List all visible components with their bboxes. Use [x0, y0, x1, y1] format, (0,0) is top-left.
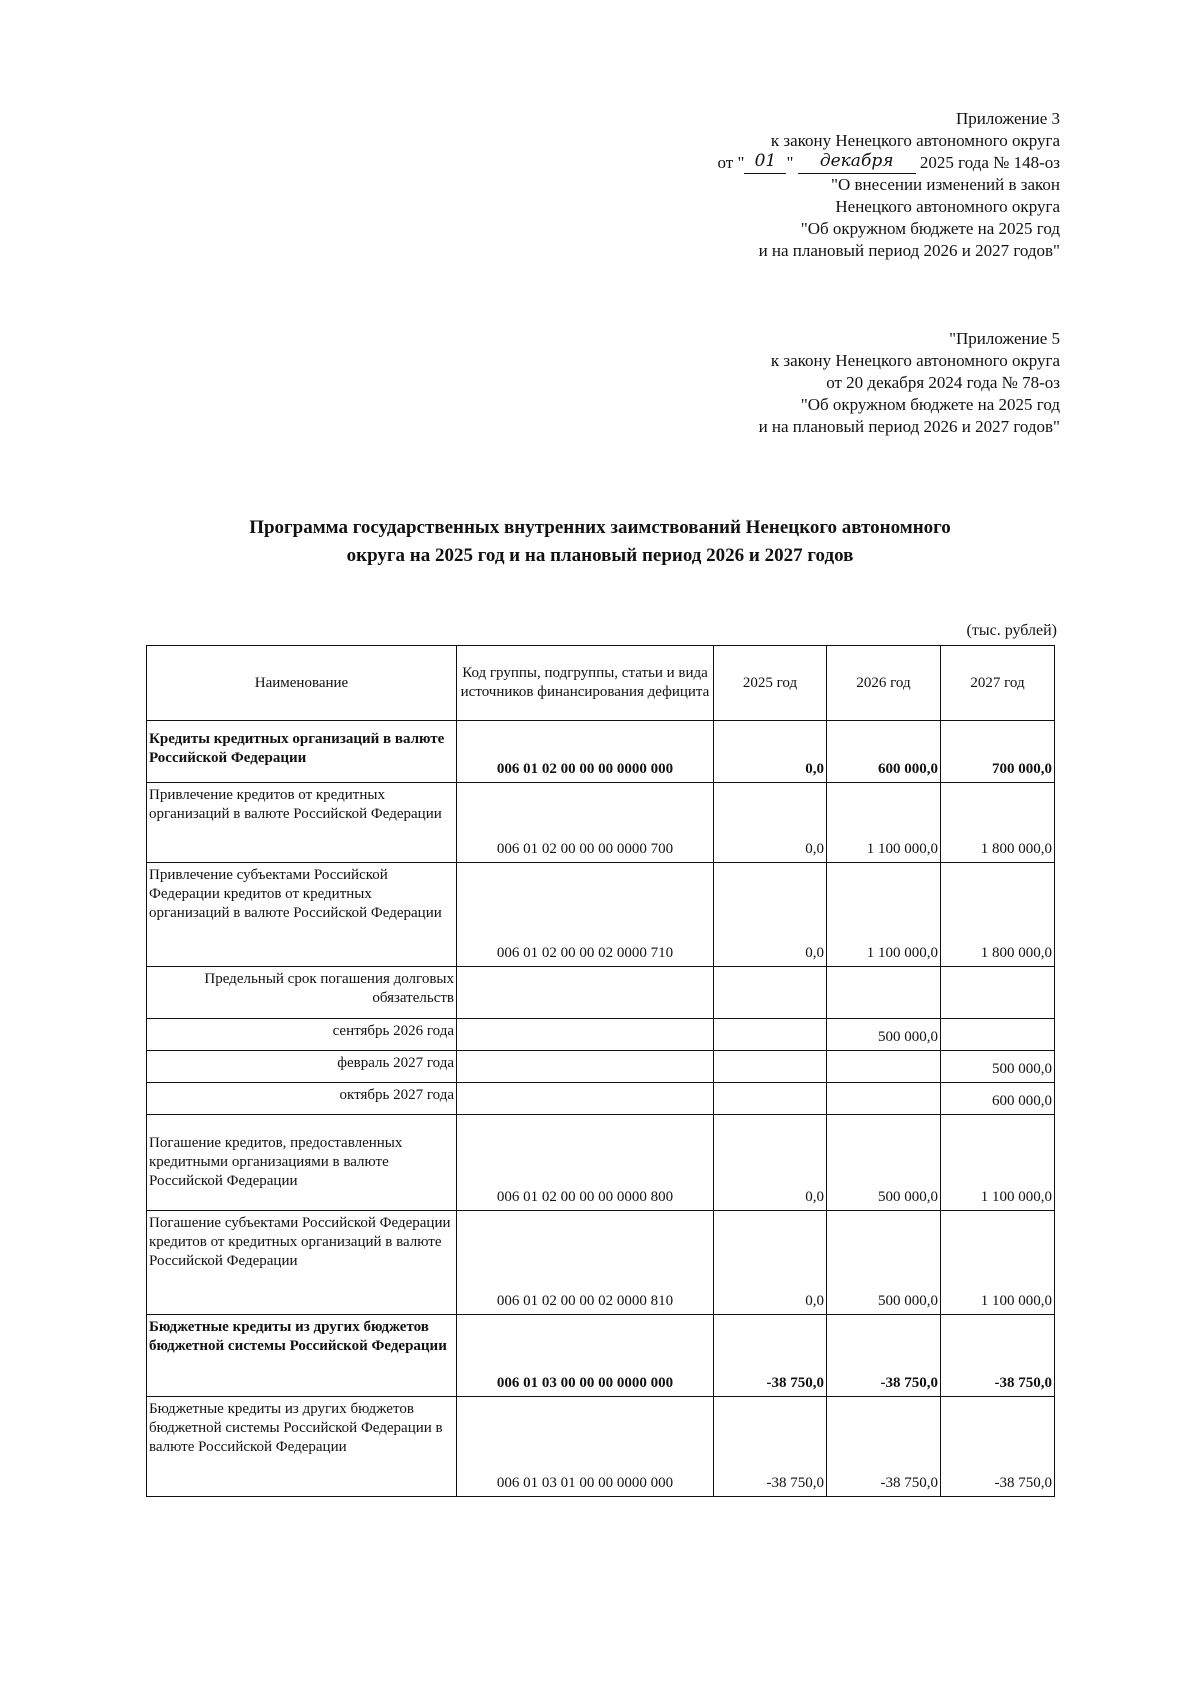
row-name: Бюджетные кредиты из других бюджетов бюджетной системы Российской Федерации в валюте Российской Федерации	[147, 1397, 457, 1497]
row-code: 006 01 02 00 00 00 0000 800	[457, 1115, 714, 1211]
appendix-5-line-2: к закону Ненецкого автономного округа	[770, 351, 1060, 370]
row-name: Бюджетные кредиты из других бюджетов бюджетной системы Российской Федерации	[147, 1315, 457, 1397]
row-value-2025: 0,0	[714, 721, 827, 783]
row-name: Предельный срок погашения долговых обязательств	[147, 967, 457, 1019]
appendix-3-line-7: и на плановый период 2026 и 2027 годов"	[758, 241, 1060, 260]
appendix-3-line-5: Ненецкого автономного округа	[835, 197, 1060, 216]
table-header-row	[147, 646, 1055, 721]
table-row	[147, 783, 1055, 863]
row-name: февраль 2027 года	[147, 1051, 457, 1083]
row-name: сентябрь 2026 года	[147, 1019, 457, 1051]
appendix-5-header	[759, 328, 1060, 438]
table-row	[147, 721, 1055, 783]
appendix-3-line-6: "Об окружном бюджете на 2025 год	[800, 219, 1060, 238]
row-value-2026: -38 750,0	[827, 1315, 941, 1397]
row-value-2025: -38 750,0	[714, 1397, 827, 1497]
row-value-2027: 1 800 000,0	[941, 783, 1055, 863]
row-code: 006 01 02 00 00 00 0000 000	[457, 721, 714, 783]
row-value-2026: 1 100 000,0	[827, 783, 941, 863]
table-row	[147, 1211, 1055, 1315]
header-2025: 2025 год	[714, 646, 827, 721]
row-value-2026: -38 750,0	[827, 1397, 941, 1497]
table-row	[147, 967, 1055, 1019]
row-value-2026: 500 000,0	[827, 1019, 941, 1051]
handwritten-month-field	[798, 151, 916, 174]
row-code: 006 01 03 00 00 00 0000 000	[457, 1315, 714, 1397]
appendix-3-line-4: "О внесении изменений в закон	[831, 175, 1060, 194]
title-line-2: округа на 2025 год и на плановый период 2026 и 2027 годов	[346, 545, 854, 566]
appendix-3-header	[718, 108, 1060, 262]
table-row	[147, 863, 1055, 967]
document-title	[150, 514, 1050, 570]
header-2026: 2026 год	[827, 646, 941, 721]
appendix-3-date-line	[718, 152, 1060, 174]
table-row	[147, 1397, 1055, 1497]
row-code: 006 01 02 00 00 00 0000 700	[457, 783, 714, 863]
handwritten-day: 01	[754, 151, 777, 171]
row-name: Погашение субъектами Российской Федерации кредитов от кредитных организаций в валюте Российской Федерации	[147, 1211, 457, 1315]
appendix-5-line-3: от 20 декабря 2024 года № 78-оз	[826, 373, 1060, 392]
date-prefix: от "	[717, 153, 745, 172]
table-row	[147, 1051, 1055, 1083]
appendix-5-line-4: "Об окружном бюджете на 2025 год	[800, 395, 1060, 414]
table-row	[147, 1019, 1055, 1051]
row-value-2025: 0,0	[714, 863, 827, 967]
row-value-2026: 500 000,0	[827, 1211, 941, 1315]
row-value-2027: 1 100 000,0	[941, 1115, 1055, 1211]
row-code: 006 01 02 00 00 02 0000 810	[457, 1211, 714, 1315]
date-suffix: 2025 года № 148-оз	[919, 153, 1060, 172]
row-code: 006 01 02 00 00 02 0000 710	[457, 863, 714, 967]
row-value-2025: 0,0	[714, 1211, 827, 1315]
appendix-5-line-5: и на плановый период 2026 и 2027 годов"	[758, 417, 1060, 436]
appendix-5-line-1: "Приложение 5	[949, 329, 1060, 348]
row-value-2026: 600 000,0	[827, 721, 941, 783]
row-value-2025: 0,0	[714, 1115, 827, 1211]
row-value-2027: 500 000,0	[941, 1051, 1055, 1083]
row-value-2027: 1 100 000,0	[941, 1211, 1055, 1315]
handwritten-month: декабря	[819, 151, 894, 171]
row-name: Погашение кредитов, предоставленных кредитными организациями в валюте Российской Федерации	[147, 1115, 457, 1211]
row-value-2025: -38 750,0	[714, 1315, 827, 1397]
handwritten-day-field	[744, 151, 786, 174]
row-code: 006 01 03 01 00 00 0000 000	[457, 1397, 714, 1497]
row-value-2027: 600 000,0	[941, 1083, 1055, 1115]
row-value-2027: 1 800 000,0	[941, 863, 1055, 967]
row-value-2027: -38 750,0	[941, 1397, 1055, 1497]
borrowing-program-table	[146, 645, 1055, 1497]
row-name: Кредиты кредитных организаций в валюте Российской Федерации	[149, 730, 445, 766]
table-row	[147, 1083, 1055, 1115]
header-2027: 2027 год	[941, 646, 1055, 721]
title-line-1: Программа государственных внутренних заимствований Ненецкого автономного	[249, 517, 951, 538]
header-code: Код группы, подгруппы, статьи и вида источников финансирования дефицита	[457, 646, 714, 721]
date-quote: "	[786, 153, 794, 172]
appendix-3-line-2: к закону Ненецкого автономного округа	[770, 131, 1060, 150]
units-label: (тыс. рублей)	[966, 622, 1057, 639]
header-name: Наименование	[147, 646, 457, 721]
row-value-2025: 0,0	[714, 783, 827, 863]
row-value-2026: 1 100 000,0	[827, 863, 941, 967]
row-name: Привлечение кредитов от кредитных организаций в валюте Российской Федерации	[147, 783, 457, 863]
row-name: Привлечение субъектами Российской Федерации кредитов от кредитных организаций в валюте Российской Федерации	[147, 863, 457, 967]
appendix-3-line-1: Приложение 3	[956, 109, 1060, 128]
row-value-2027: -38 750,0	[941, 1315, 1055, 1397]
row-value-2027: 700 000,0	[941, 721, 1055, 783]
row-value-2026: 500 000,0	[827, 1115, 941, 1211]
row-name: октябрь 2027 года	[147, 1083, 457, 1115]
table-row	[147, 1315, 1055, 1397]
table-row	[147, 1115, 1055, 1211]
